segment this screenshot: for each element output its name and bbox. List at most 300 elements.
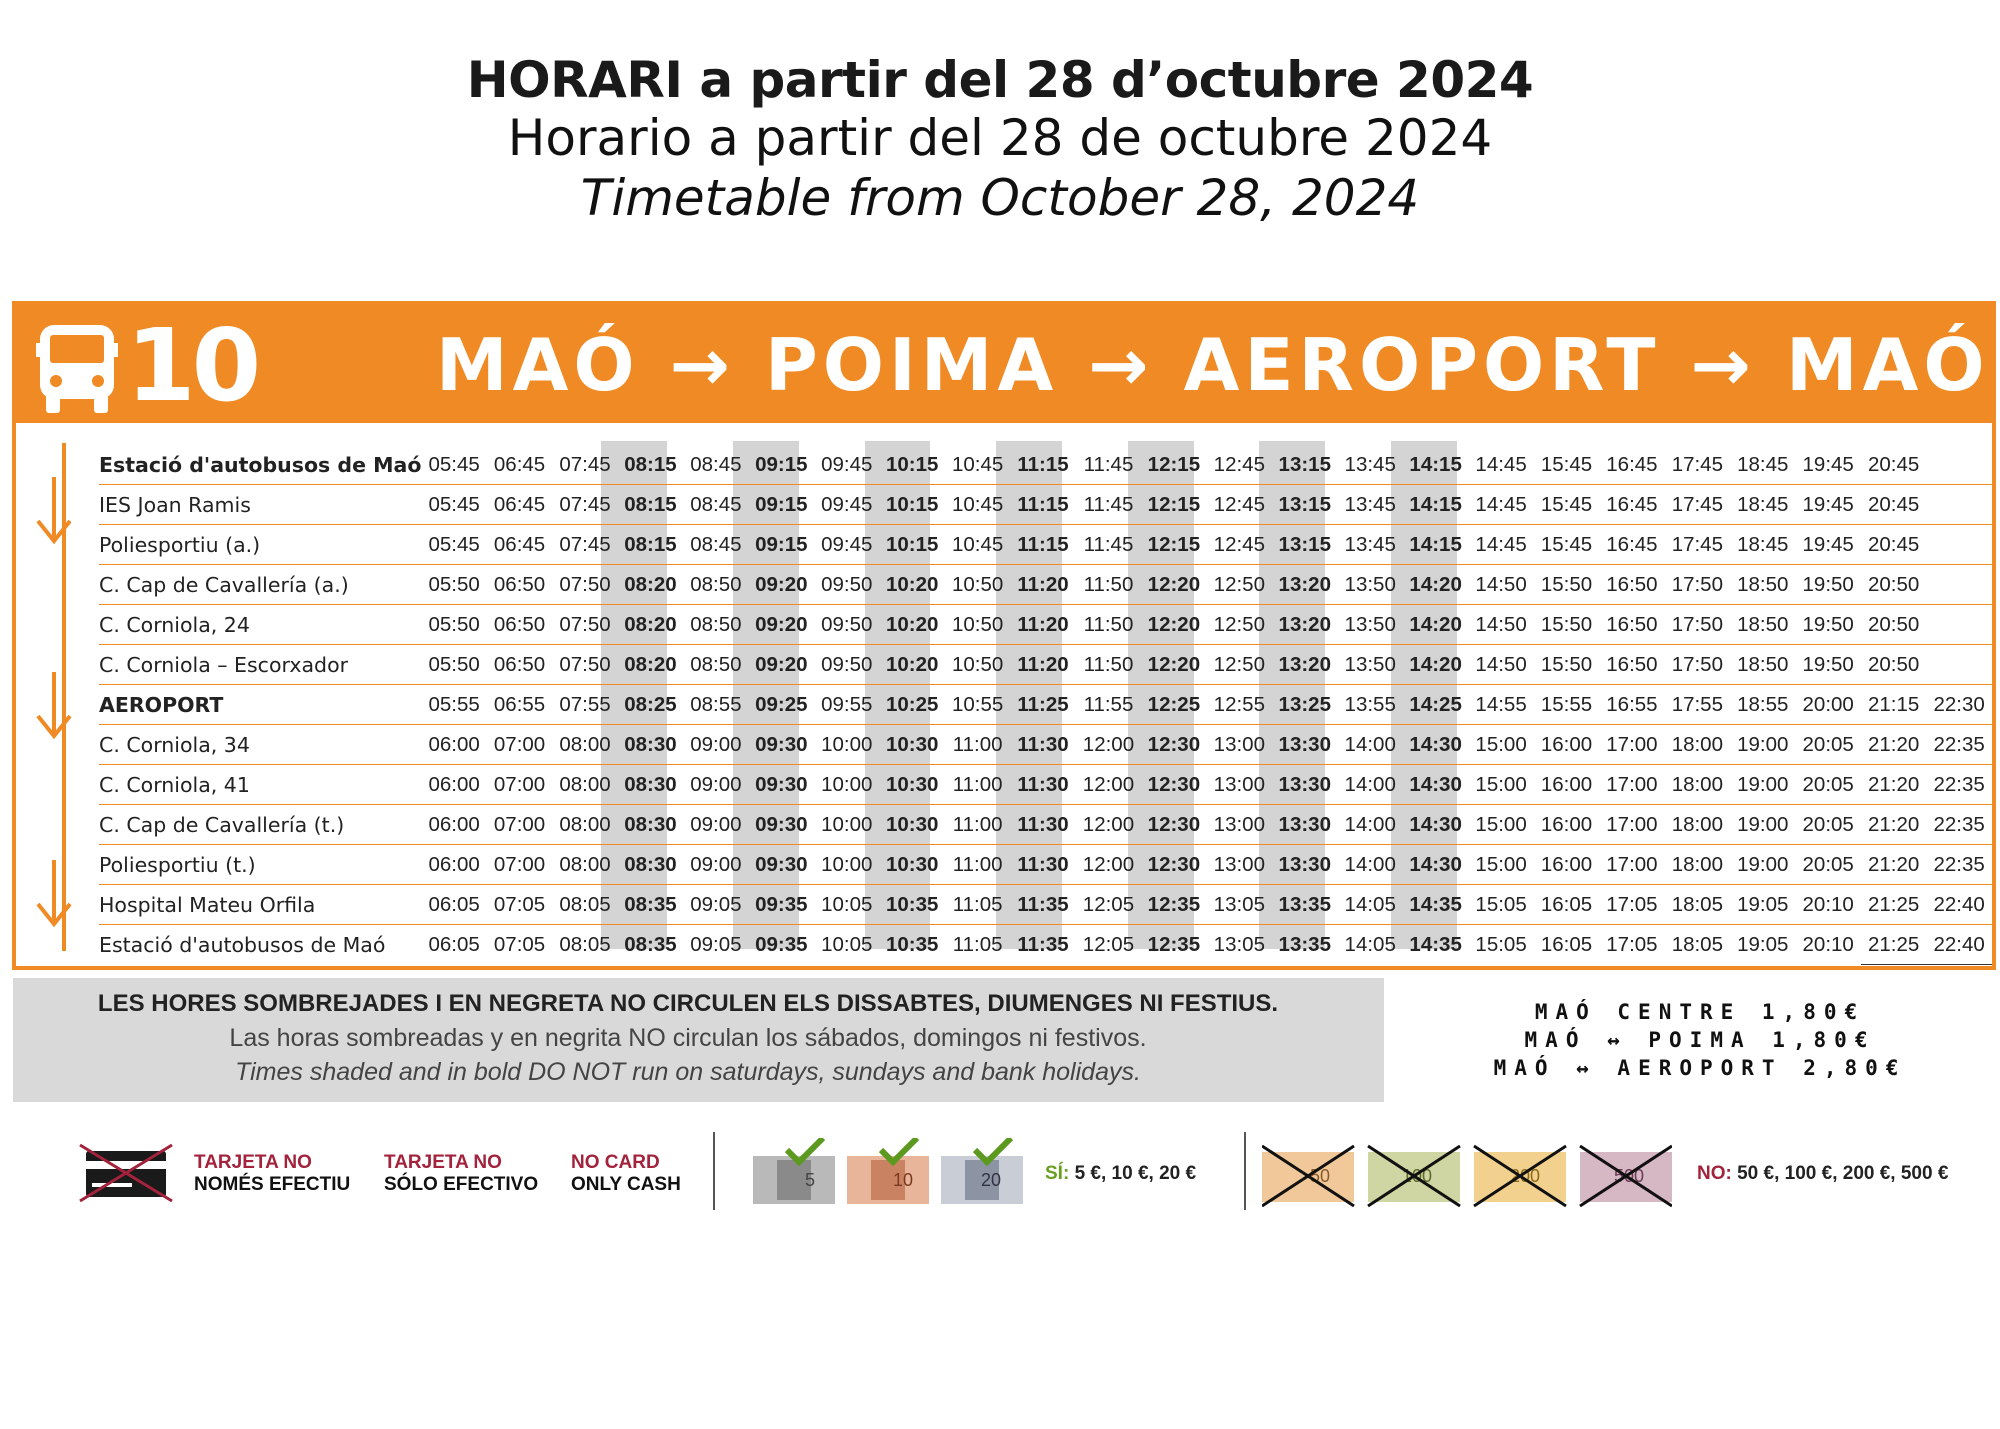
departure-time: 20:05 (1795, 805, 1860, 845)
departure-time: 10:20 (879, 565, 944, 605)
departure-time: 12:15 (1141, 525, 1206, 565)
payment-note-spanish (384, 1152, 538, 1196)
departure-time: 10:45 (945, 445, 1010, 485)
departure-time: 10:30 (879, 805, 944, 845)
departure-time: 17:00 (1599, 765, 1664, 805)
departure-time: 19:45 (1795, 525, 1860, 565)
departure-time: 16:50 (1599, 605, 1664, 645)
departure-time: 09:30 (749, 845, 814, 885)
departure-time: 19:00 (1730, 765, 1795, 805)
departure-time: 09:20 (749, 605, 814, 645)
departure-time: 13:05 (1213, 932, 1265, 956)
notice-english: Times shaded and in bold DO NOT run on saturdays, sundays and bank holidays. (235, 1058, 1141, 1086)
departure-time: 13:25 (1272, 685, 1337, 725)
departure-time: 14:25 (1403, 685, 1468, 725)
departure-time: 14:00 (1338, 845, 1403, 885)
banknote-20-icon (941, 1138, 1023, 1204)
payment-en-line2: ONLY CASH (571, 1174, 681, 1195)
departure-time: 14:45 (1468, 485, 1533, 525)
departure-time: 16:55 (1599, 685, 1664, 725)
departure-time: 10:15 (879, 525, 944, 565)
departure-time: 08:00 (552, 845, 617, 885)
departure-time: 20:05 (1795, 765, 1860, 805)
departure-time: 05:45 (421, 525, 486, 565)
departure-time: 11:20 (1010, 605, 1075, 645)
departure-time: 20:50 (1861, 605, 1926, 645)
departure-time: 15:00 (1468, 845, 1533, 885)
banknote-5-icon (753, 1138, 835, 1204)
departure-time: 12:00 (1076, 725, 1141, 765)
timetable-row (99, 925, 1992, 965)
departure-time: 11:50 (1076, 605, 1141, 645)
departure-time: 13:30 (1272, 765, 1337, 805)
departure-time: 06:50 (487, 565, 552, 605)
timetable-row (99, 765, 1992, 805)
departure-time: 09:30 (749, 765, 814, 805)
departure-time: 09:50 (814, 565, 879, 605)
departure-time: 16:45 (1599, 445, 1664, 485)
departure-time: 18:00 (1665, 845, 1730, 885)
departure-time: 08:30 (618, 845, 683, 885)
departure-time: 06:00 (421, 805, 486, 845)
departure-time: 09:00 (683, 805, 748, 845)
departure-time: 12:45 (1207, 525, 1272, 565)
stop-name: C. Cap de Cavallería (a.) (99, 565, 421, 605)
departure-time: 12:45 (1207, 485, 1272, 525)
departure-time: 12:05 (1082, 932, 1135, 956)
departure-time: 13:30 (1272, 845, 1337, 885)
departure-time: 14:15 (1403, 445, 1468, 485)
departure-time: 14:15 (1403, 525, 1468, 565)
departure-time: 11:30 (1010, 765, 1075, 805)
departure-time: 10:20 (879, 645, 944, 685)
departure-time: 09:05 (683, 885, 748, 925)
departure-time: 17:00 (1599, 725, 1664, 765)
rejected-notes-text (1697, 1163, 1948, 1185)
departure-time: 05:55 (421, 685, 486, 725)
departure-time: 15:05 (1475, 932, 1527, 956)
timetable-row (99, 605, 1992, 645)
departure-time: 09:20 (749, 645, 814, 685)
departure-time: 09:00 (683, 845, 748, 885)
departure-time: 10:20 (879, 605, 944, 645)
departure-time: 21:25 (1861, 885, 1926, 925)
departure-time: 12:30 (1141, 765, 1206, 805)
departure-time: 07:00 (487, 725, 552, 765)
departure-time: 20:10 (1795, 885, 1860, 925)
departure-time: 17:50 (1665, 565, 1730, 605)
departure-time: 11:25 (1010, 685, 1075, 725)
banknote-50-icon (1262, 1146, 1354, 1206)
departure-time: 10:50 (945, 645, 1010, 685)
timetable-row (99, 685, 1992, 725)
departure-time: 17:50 (1665, 605, 1730, 645)
departure-time: 12:20 (1141, 645, 1206, 685)
departure-time: 09:55 (814, 685, 879, 725)
departure-time: 13:00 (1207, 725, 1272, 765)
departure-time: 15:05 (1468, 885, 1533, 925)
departure-time: 09:45 (814, 525, 879, 565)
departure-time: 07:50 (552, 605, 617, 645)
departure-time: 08:35 (618, 885, 683, 925)
departure-time: 19:05 (1730, 885, 1795, 925)
payment-note-english (571, 1152, 681, 1196)
departure-time: 14:35 (1409, 932, 1462, 956)
departure-time: 06:50 (487, 605, 552, 645)
svg-text:50: 50 (1310, 1166, 1331, 1186)
departure-time: 09:15 (749, 445, 814, 485)
departure-time: 21:25 (1861, 925, 1926, 965)
departure-time: 16:05 (1540, 932, 1593, 956)
payment-es-line2: SÓLO EFECTIVO (384, 1174, 539, 1195)
departure-time: 15:50 (1534, 605, 1599, 645)
svg-text:500: 500 (1614, 1166, 1645, 1186)
timetable-row (99, 885, 1992, 925)
departure-time: 06:05 (421, 885, 486, 925)
departure-time: 11:00 (945, 805, 1010, 845)
payment-ca-line1: TARJETA NO (194, 1152, 312, 1173)
departure-time: 18:50 (1730, 605, 1795, 645)
departure-time: 07:45 (552, 445, 617, 485)
departure-time: 09:50 (814, 645, 879, 685)
departure-time: 08:35 (624, 932, 677, 956)
departure-time: 20:10 (1802, 932, 1854, 956)
departure-time: 18:05 (1665, 885, 1730, 925)
accepted-values: 5 €, 10 €, 20 € (1074, 1163, 1197, 1184)
departure-time: 14:30 (1403, 845, 1468, 885)
departure-time: 09:00 (683, 725, 748, 765)
banknote-100-icon (1368, 1146, 1460, 1206)
departure-time: 10:50 (945, 565, 1010, 605)
departure-time: 20:05 (1795, 725, 1860, 765)
departure-time: 12:30 (1141, 725, 1206, 765)
departure-time: 11:45 (1076, 485, 1141, 525)
down-arrow-icon (34, 475, 74, 545)
rejected-label: NO: (1697, 1163, 1732, 1184)
departure-time: 13:15 (1272, 525, 1337, 565)
route-title: MAÓ → POIMA → AEROPORT → MAÓ (436, 323, 1990, 407)
departure-time: 16:05 (1534, 885, 1599, 925)
departure-time: 07:45 (552, 525, 617, 565)
departure-time: 11:55 (1076, 685, 1141, 725)
departure-time: 12:00 (1076, 845, 1141, 885)
departure-time: 13:15 (1272, 445, 1337, 485)
departure-time: 22:35 (1926, 805, 1992, 845)
departure-time: 15:50 (1534, 645, 1599, 685)
stop-name: Estació d'autobusos de Maó (99, 445, 421, 485)
departure-time: 11:30 (1010, 845, 1075, 885)
departure-time: 05:50 (421, 645, 486, 685)
departure-time: 15:50 (1534, 565, 1599, 605)
departure-time: 19:50 (1795, 645, 1860, 685)
fare-line: MAÓ CENTRE 1,80€ (1534, 1000, 1866, 1024)
payment-ca-line2: NOMÉS EFECTIU (194, 1174, 351, 1195)
down-arrow-icon (34, 858, 74, 928)
departure-time: 16:00 (1534, 805, 1599, 845)
stop-name: C. Corniola, 24 (99, 605, 421, 645)
bus-icon (36, 323, 118, 415)
fares (1420, 998, 1980, 1082)
departure-time: 11:15 (1010, 445, 1075, 485)
departure-time: 09:15 (749, 485, 814, 525)
departure-time: 16:50 (1599, 645, 1664, 685)
departure-time: 11:35 (1010, 885, 1075, 925)
departure-time: 12:50 (1207, 605, 1272, 645)
departure-time: 14:05 (1338, 885, 1403, 925)
departure-time: 06:00 (421, 845, 486, 885)
departure-time: 18:45 (1730, 445, 1795, 485)
departure-time (1926, 525, 1992, 565)
departure-time: 11:00 (945, 845, 1010, 885)
departure-time: 12:30 (1141, 805, 1206, 845)
departure-time: 14:00 (1338, 765, 1403, 805)
timetable-row (99, 445, 1992, 485)
departure-time: 08:50 (683, 645, 748, 685)
departure-time: 15:45 (1534, 485, 1599, 525)
departure-time: 07:55 (552, 685, 617, 725)
departure-time: 07:00 (487, 845, 552, 885)
departure-time: 15:45 (1534, 525, 1599, 565)
payment-en-line1: NO CARD (571, 1152, 660, 1173)
departure-time: 13:50 (1338, 565, 1403, 605)
payment-es-line1: TARJETA NO (384, 1152, 502, 1173)
stop-name: C. Corniola – Escorxador (99, 645, 421, 685)
stop-name: C. Corniola, 41 (99, 765, 421, 805)
departure-time: 19:00 (1730, 725, 1795, 765)
departure-time: 09:35 (749, 885, 814, 925)
departure-time: 12:55 (1207, 685, 1272, 725)
departure-time: 22:35 (1926, 765, 1992, 805)
departure-time: 10:00 (814, 765, 879, 805)
departure-time: 13:45 (1338, 485, 1403, 525)
departure-time: 14:55 (1468, 685, 1533, 725)
timetable-row (99, 725, 1992, 765)
departure-time: 15:00 (1468, 805, 1533, 845)
departure-time: 13:35 (1278, 932, 1331, 956)
departure-time: 17:55 (1665, 685, 1730, 725)
departure-time: 12:00 (1076, 805, 1141, 845)
departure-time: 12:50 (1207, 565, 1272, 605)
departure-time: 17:45 (1665, 485, 1730, 525)
departure-time: 13:45 (1338, 525, 1403, 565)
departure-time: 08:00 (552, 725, 617, 765)
departure-time: 16:50 (1599, 565, 1664, 605)
departure-time: 21:20 (1861, 845, 1926, 885)
departure-time: 11:05 (945, 885, 1010, 925)
departure-time: 08:00 (552, 765, 617, 805)
departure-time: 20:05 (1795, 845, 1860, 885)
departure-time: 20:00 (1795, 685, 1860, 725)
departure-time: 08:15 (618, 445, 683, 485)
departure-time: 11:50 (1076, 645, 1141, 685)
accepted-banknotes (753, 1138, 1025, 1208)
departure-time: 20:45 (1861, 525, 1926, 565)
departure-time: 13:30 (1272, 805, 1337, 845)
departure-time: 11:45 (1076, 445, 1141, 485)
departure-time: 10:30 (879, 725, 944, 765)
departure-time: 20:45 (1861, 445, 1926, 485)
banknote-500-icon (1580, 1146, 1672, 1206)
departure-time: 08:00 (552, 805, 617, 845)
divider (1244, 1132, 1246, 1210)
departure-time: 08:50 (683, 605, 748, 645)
departure-time: 08:30 (618, 805, 683, 845)
departure-time: 09:25 (749, 685, 814, 725)
departure-time: 21:15 (1861, 685, 1926, 725)
departure-time: 21:20 (1861, 765, 1926, 805)
timetable-row (99, 485, 1992, 525)
departure-time: 06:50 (487, 645, 552, 685)
departure-time: 12:15 (1141, 485, 1206, 525)
departure-time: 10:55 (945, 685, 1010, 725)
departure-time: 10:15 (879, 445, 944, 485)
svg-text:200: 200 (1510, 1166, 1541, 1186)
departure-time: 12:35 (1141, 885, 1206, 925)
departure-time: 13:45 (1338, 445, 1403, 485)
departure-time: 18:00 (1665, 725, 1730, 765)
shaded-times-notice (13, 978, 1384, 1102)
departure-time: 11:45 (1076, 525, 1141, 565)
departure-time: 18:50 (1730, 645, 1795, 685)
departure-time: 21:20 (1861, 725, 1926, 765)
departure-time: 08:30 (618, 725, 683, 765)
departure-time: 09:30 (749, 725, 814, 765)
departure-time: 09:00 (683, 765, 748, 805)
departure-time: 14:00 (1338, 805, 1403, 845)
departure-time: 11:20 (1010, 645, 1075, 685)
departure-time: 11:30 (1010, 725, 1075, 765)
departure-time: 10:05 (814, 885, 879, 925)
departure-time: 14:50 (1468, 565, 1533, 605)
departure-time: 10:45 (945, 525, 1010, 565)
departure-time: 13:20 (1272, 565, 1337, 605)
departure-time: 05:45 (421, 445, 486, 485)
departure-time: 09:15 (749, 525, 814, 565)
departure-time: 10:35 (885, 932, 939, 956)
departure-time: 17:05 (1599, 885, 1664, 925)
no-card-icon (78, 1143, 174, 1203)
departure-time: 12:20 (1141, 605, 1206, 645)
departure-time: 19:00 (1730, 805, 1795, 845)
departure-time: 08:25 (618, 685, 683, 725)
line-number: 10 (126, 307, 258, 424)
departure-time: 22:35 (1926, 725, 1992, 765)
departure-time: 14:30 (1403, 805, 1468, 845)
departure-time: 14:20 (1403, 605, 1468, 645)
accepted-label: SÍ: (1045, 1163, 1070, 1184)
departure-time: 13:35 (1272, 885, 1337, 925)
departure-time: 16:45 (1599, 485, 1664, 525)
departure-time (1926, 445, 1992, 485)
departure-time: 19:50 (1795, 605, 1860, 645)
departure-time: 10:30 (879, 765, 944, 805)
departure-time (1926, 645, 1992, 685)
svg-text:10: 10 (893, 1170, 914, 1190)
departure-time: 10:30 (879, 845, 944, 885)
departure-time: 08:30 (618, 765, 683, 805)
departure-time: 12:25 (1141, 685, 1206, 725)
departure-time: 12:50 (1207, 645, 1272, 685)
departure-time: 08:45 (683, 445, 748, 485)
departure-time: 13:00 (1207, 805, 1272, 845)
departure-time: 11:50 (1076, 565, 1141, 605)
svg-text:100: 100 (1402, 1166, 1433, 1186)
departure-time: 13:00 (1207, 765, 1272, 805)
departure-time: 15:45 (1534, 445, 1599, 485)
departure-time: 12:35 (1147, 932, 1201, 956)
departure-time: 16:45 (1599, 525, 1664, 565)
departure-time (1926, 485, 1992, 525)
departure-time: 09:45 (814, 445, 879, 485)
departure-time: 18:50 (1730, 565, 1795, 605)
departure-time: 07:50 (552, 645, 617, 685)
rejected-values: 50 €, 100 €, 200 €, 500 € (1737, 1163, 1949, 1184)
departure-time (1926, 605, 1992, 645)
departure-time (1926, 565, 1992, 605)
banknote-10-icon (847, 1138, 929, 1204)
departure-time: 06:00 (421, 765, 486, 805)
departure-time: 08:55 (683, 685, 748, 725)
departure-time: 14:15 (1403, 485, 1468, 525)
departure-time: 13:50 (1338, 645, 1403, 685)
departure-time: 17:00 (1599, 845, 1664, 885)
departure-time: 09:35 (755, 932, 808, 956)
departure-time: 18:55 (1730, 685, 1795, 725)
departure-time: 12:20 (1141, 565, 1206, 605)
departure-time: 11:20 (1010, 565, 1075, 605)
timetable-row (99, 525, 1992, 565)
departure-time: 19:05 (1737, 932, 1789, 956)
fare-line: MAÓ ↔ AEROPORT 2,80€ (1493, 1056, 1907, 1080)
departure-time: 13:55 (1338, 685, 1403, 725)
departure-time: 10:15 (879, 485, 944, 525)
departure-time: 22:40 (1926, 885, 1992, 925)
departure-time: 13:50 (1338, 605, 1403, 645)
departure-time: 17:05 (1606, 932, 1658, 956)
departure-time: 09:05 (690, 932, 742, 956)
departure-time: 10:00 (814, 845, 879, 885)
departure-time: 08:20 (618, 645, 683, 685)
fare-line: MAÓ ↔ POIMA 1,80€ (1524, 1028, 1876, 1052)
departure-time: 09:50 (814, 605, 879, 645)
departure-time: 14:50 (1468, 605, 1533, 645)
timetable-row (99, 645, 1992, 685)
notice-spanish: Las horas sombreadas y en negrita NO circulan los sábados, domingos ni festivos. (229, 1024, 1147, 1052)
departure-time: 14:20 (1403, 565, 1468, 605)
accepted-notes-text (1045, 1163, 1196, 1185)
departure-time: 11:15 (1010, 525, 1075, 565)
departure-time: 12:30 (1141, 845, 1206, 885)
departure-time: 06:45 (487, 445, 552, 485)
timetable-row (99, 805, 1992, 845)
departure-time: 21:20 (1861, 805, 1926, 845)
departure-time: 15:00 (1468, 765, 1533, 805)
departure-time: 11:00 (945, 725, 1010, 765)
departure-time: 13:00 (1207, 845, 1272, 885)
departure-time: 08:20 (618, 565, 683, 605)
departure-time: 18:00 (1665, 765, 1730, 805)
departure-time: 11:30 (1010, 805, 1075, 845)
stop-name: C. Corniola, 34 (99, 725, 421, 765)
departure-time: 11:15 (1010, 485, 1075, 525)
departure-time: 11:05 (952, 932, 1003, 956)
departure-time: 14:45 (1468, 445, 1533, 485)
departure-time: 18:05 (1671, 932, 1723, 956)
departure-time: 17:45 (1665, 445, 1730, 485)
departure-time: 09:20 (749, 565, 814, 605)
departure-time: 08:05 (559, 932, 611, 956)
departure-time: 15:55 (1534, 685, 1599, 725)
